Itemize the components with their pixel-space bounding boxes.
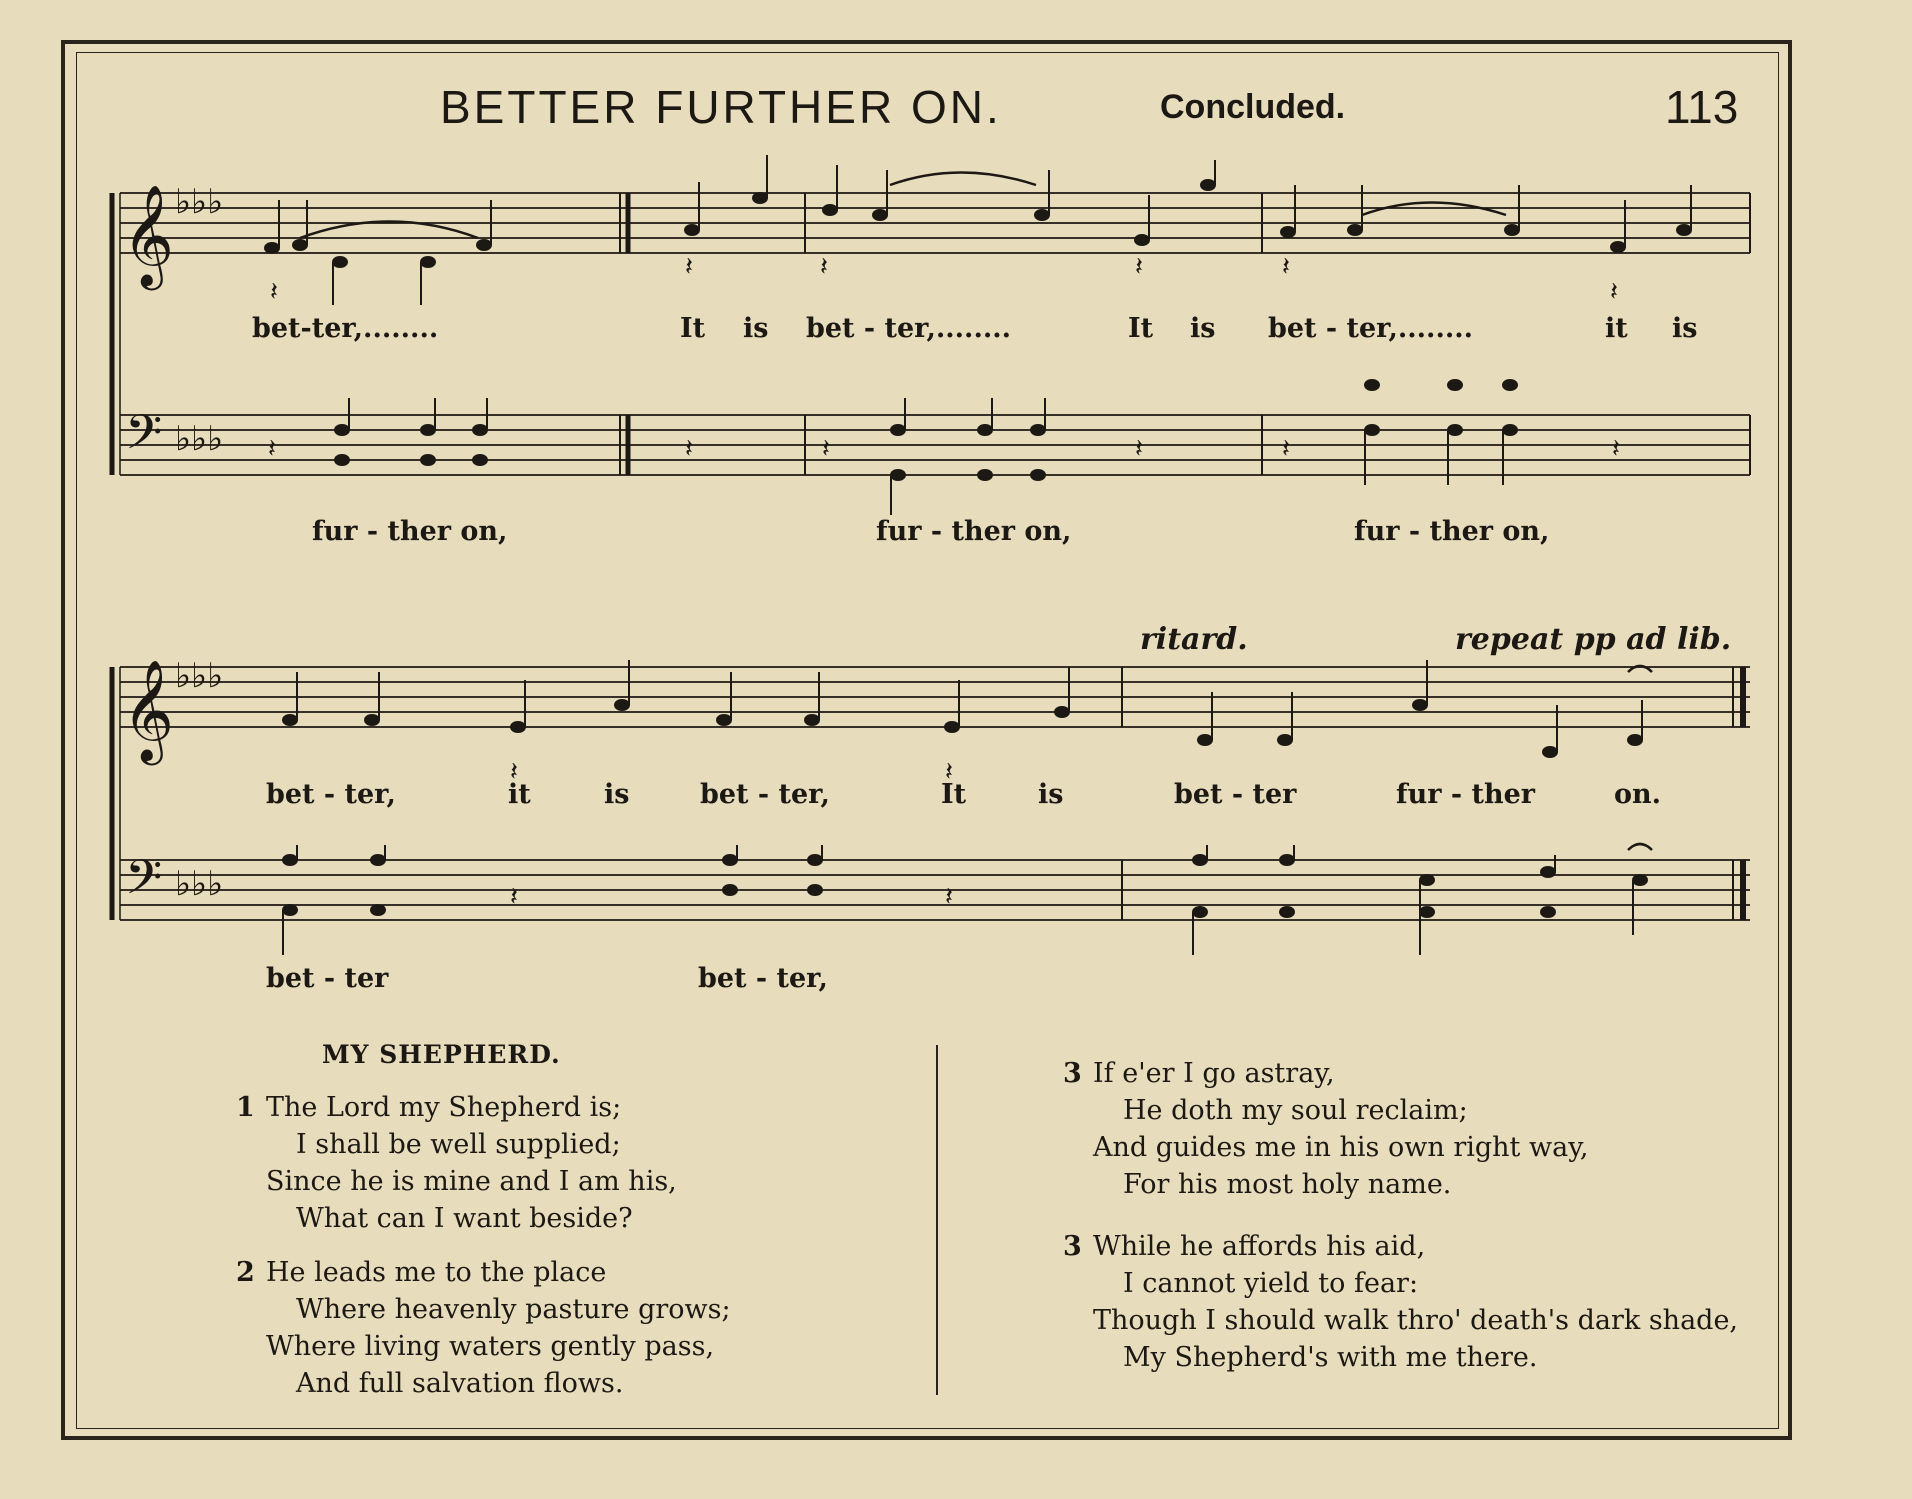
staff-system2-bass	[120, 860, 1750, 920]
note-cluster	[685, 155, 1215, 245]
rest-icon	[268, 252, 1620, 912]
svg-text:𝄽: 𝄽	[945, 882, 953, 912]
verse-line: I shall be well supplied;	[296, 1129, 621, 1160]
lyric: It	[1128, 313, 1154, 344]
lyric: bet - ter,	[700, 779, 830, 810]
note-cluster	[1365, 380, 1517, 485]
lyric: bet - ter,........	[1268, 313, 1474, 344]
lyric: fur - ther	[1396, 779, 1535, 810]
column-divider	[936, 1045, 938, 1395]
verse-line: And full salvation flows.	[296, 1368, 624, 1399]
barlines	[112, 193, 1750, 920]
lyric: it	[508, 779, 531, 810]
verse-number: 3	[1063, 1231, 1082, 1262]
verse-line: Since he is mine and I am his,	[266, 1166, 677, 1197]
svg-text:𝄽: 𝄽	[270, 277, 278, 307]
verse-line: He leads me to the place	[266, 1257, 607, 1288]
page-number: 113	[1665, 81, 1739, 133]
verse-line: While he affords his aid,	[1093, 1231, 1426, 1262]
lyric: is	[743, 313, 769, 344]
verse-line: Where living waters gently pass,	[266, 1331, 715, 1362]
verse-line: The Lord my Shepherd is;	[266, 1092, 622, 1123]
verse-number: 2	[236, 1257, 255, 1288]
svg-text:𝄽: 𝄽	[1282, 434, 1290, 464]
lyric: bet-ter,........	[252, 313, 439, 344]
svg-text:𝄽: 𝄽	[822, 434, 830, 464]
verse-line: If e'er I go astray,	[1093, 1058, 1335, 1089]
svg-text:𝄽: 𝄽	[820, 252, 828, 282]
lyric: It	[941, 779, 967, 810]
hymn-title: MY SHEPHERD.	[322, 1040, 561, 1069]
lyric: is	[1038, 779, 1064, 810]
flat-icon: ♭♭♭	[175, 864, 224, 904]
concluded-label: Concluded.	[1160, 88, 1346, 126]
svg-text:𝄽: 𝄽	[1135, 252, 1143, 282]
svg-text:𝄽: 𝄽	[510, 757, 518, 787]
lyric: bet - ter,	[266, 779, 396, 810]
flat-icon: ♭♭♭	[175, 419, 224, 459]
svg-text:𝄽: 𝄽	[685, 434, 693, 464]
svg-text:𝄽: 𝄽	[510, 882, 518, 912]
treble-clef-icon: 𝄞	[122, 658, 175, 761]
verse-3	[1063, 1055, 1588, 1203]
note-cluster	[283, 845, 822, 955]
flat-icon: ♭♭♭	[175, 656, 224, 696]
verse-4	[1063, 1228, 1738, 1376]
svg-text:𝄽: 𝄽	[268, 434, 276, 464]
svg-text:𝄽: 𝄽	[945, 757, 953, 787]
notes	[265, 155, 1691, 955]
note-cluster	[1193, 845, 1647, 955]
note-cluster	[335, 398, 487, 465]
lyric: bet - ter	[266, 963, 389, 994]
lyric: bet - ter,........	[806, 313, 1012, 344]
lyric: bet - ter,	[698, 963, 828, 994]
verse-line: Though I should walk thro' death's dark shade,	[1093, 1305, 1739, 1336]
lyric: is	[1672, 313, 1698, 344]
verse-line: And guides me in his own right way,	[1093, 1132, 1589, 1163]
verse-line: What can I want beside?	[296, 1203, 633, 1234]
hymn-tune-title: BETTER FURTHER ON.	[440, 81, 1002, 133]
staff-system1-bass	[120, 415, 1750, 475]
lyric: on.	[1614, 779, 1662, 810]
svg-text:𝄽: 𝄽	[1612, 434, 1620, 464]
note-cluster	[283, 660, 1069, 732]
lyric: It	[680, 313, 706, 344]
lyric: fur - ther on,	[876, 516, 1072, 547]
verse-line: He doth my soul reclaim;	[1123, 1095, 1468, 1126]
lyric: bet - ter	[1174, 779, 1297, 810]
lyric: is	[604, 779, 630, 810]
verse-number: 3	[1063, 1058, 1082, 1089]
treble-clef-icon: 𝄞	[122, 183, 175, 286]
ritard-marking: ritard.	[1140, 622, 1248, 657]
svg-text:𝄽: 𝄽	[1282, 252, 1290, 282]
svg-text:𝄽: 𝄽	[1135, 434, 1143, 464]
lyric: is	[1190, 313, 1216, 344]
bass-clef-icon: 𝄢	[125, 404, 163, 472]
verse-1	[236, 1089, 677, 1237]
note-cluster	[1198, 660, 1642, 757]
svg-text:𝄽: 𝄽	[1610, 277, 1618, 307]
fermata-icon	[1628, 844, 1652, 850]
verse-line: My Shepherd's with me there.	[1123, 1342, 1538, 1373]
verse-number: 1	[236, 1092, 255, 1123]
bass-clef-icon: 𝄢	[125, 849, 163, 917]
verse-line: I cannot yield to fear:	[1123, 1268, 1419, 1299]
repeat-marking: repeat pp ad lib.	[1455, 622, 1732, 657]
lyric: fur - ther on,	[1354, 516, 1550, 547]
svg-text:𝄽: 𝄽	[685, 252, 693, 282]
verse-line: For his most holy name.	[1123, 1169, 1452, 1200]
verse-2	[236, 1254, 731, 1402]
lyric: fur - ther on,	[312, 516, 508, 547]
note-cluster	[1281, 185, 1691, 252]
lyric: it	[1605, 313, 1628, 344]
flat-icon: ♭♭♭	[175, 182, 224, 222]
verse-line: Where heavenly pasture grows;	[296, 1294, 731, 1325]
